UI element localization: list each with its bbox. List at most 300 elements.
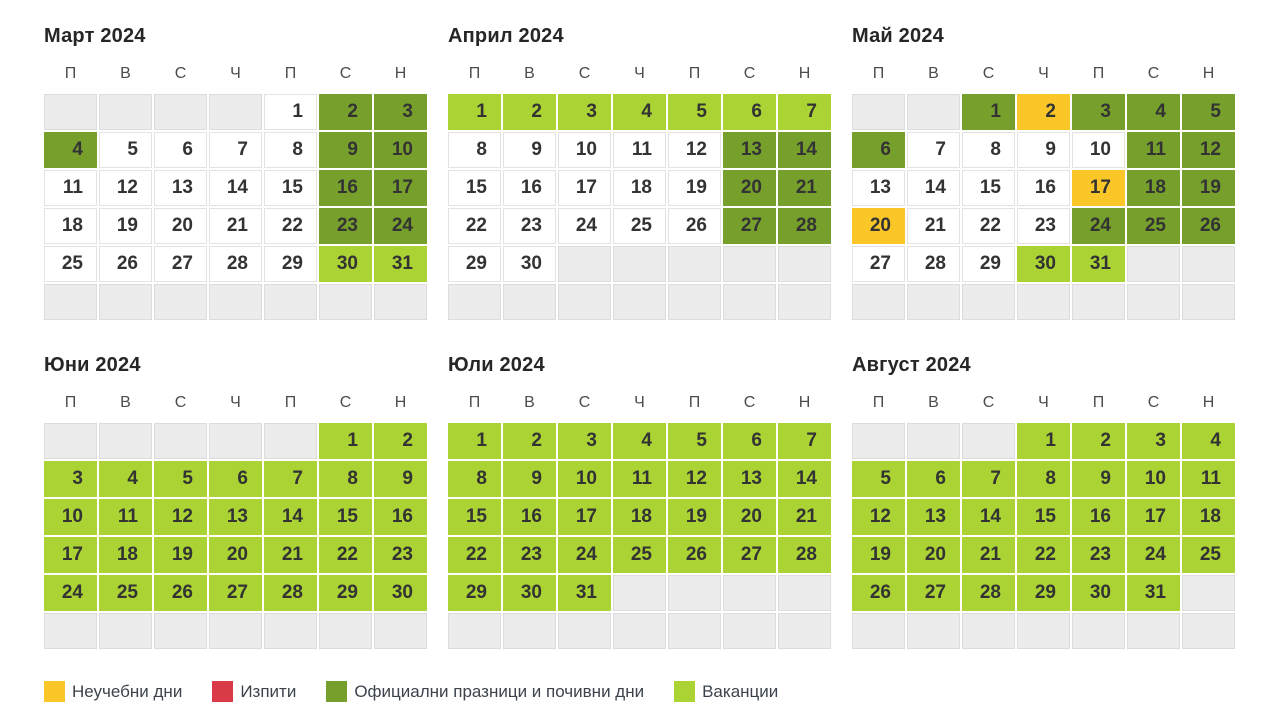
day-cell: 11 <box>613 461 666 497</box>
day-cell: 24 <box>44 575 97 611</box>
empty-cell <box>668 246 721 282</box>
weekday-label: П <box>64 394 77 411</box>
weekday-label: В <box>120 394 131 411</box>
day-cell: 29 <box>264 246 317 282</box>
legend-swatch-holiday <box>326 681 347 702</box>
empty-cell <box>1072 284 1125 320</box>
empty-cell <box>558 613 611 649</box>
empty-cell <box>723 284 776 320</box>
day-cell: 23 <box>374 537 427 573</box>
empty-cell <box>319 613 372 649</box>
empty-cell <box>1127 284 1180 320</box>
month-title: Юни 2024 <box>44 354 141 376</box>
day-cell: 19 <box>154 537 207 573</box>
month-day-grid <box>448 423 831 649</box>
day-cell: 2 <box>1072 423 1125 459</box>
day-cell: 8 <box>448 132 501 168</box>
legend <box>44 681 1236 702</box>
day-cell: 12 <box>852 499 905 535</box>
empty-cell <box>209 284 262 320</box>
empty-cell <box>99 423 152 459</box>
day-cell: 4 <box>1182 423 1235 459</box>
empty-cell <box>852 284 905 320</box>
weekday-label: С <box>1147 394 1160 411</box>
day-cell: 19 <box>99 208 152 244</box>
empty-cell <box>503 613 556 649</box>
day-cell: 9 <box>503 132 556 168</box>
day-cell: 4 <box>99 461 152 497</box>
day-cell: 3 <box>1127 423 1180 459</box>
day-cell: 10 <box>374 132 427 168</box>
empty-cell <box>264 284 317 320</box>
legend-swatch-nonschool <box>44 681 65 702</box>
day-cell: 18 <box>1127 170 1180 206</box>
day-cell: 9 <box>503 461 556 497</box>
day-cell: 30 <box>374 575 427 611</box>
day-cell: 14 <box>778 132 831 168</box>
day-cell: 10 <box>1127 461 1180 497</box>
weekday-label: С <box>174 394 187 411</box>
day-cell: 28 <box>778 537 831 573</box>
legend-item-nonschool <box>44 681 182 702</box>
weekday-label: В <box>928 394 939 411</box>
empty-cell <box>723 246 776 282</box>
day-cell: 25 <box>1182 537 1235 573</box>
month-day-grid <box>448 94 831 320</box>
day-cell: 24 <box>374 208 427 244</box>
day-cell: 27 <box>723 208 776 244</box>
weekday-label: П <box>872 394 885 411</box>
day-cell: 16 <box>319 170 372 206</box>
legend-label: Изпити <box>240 681 297 701</box>
day-cell: 2 <box>503 423 556 459</box>
weekday-label: П <box>284 65 297 82</box>
month-title: Април 2024 <box>448 25 564 47</box>
weekday-label: С <box>578 394 591 411</box>
day-cell: 26 <box>852 575 905 611</box>
day-cell: 20 <box>907 537 960 573</box>
day-cell: 14 <box>209 170 262 206</box>
empty-cell <box>723 575 776 611</box>
day-cell: 24 <box>1072 208 1125 244</box>
day-cell: 27 <box>723 537 776 573</box>
month-calendar <box>852 354 1235 649</box>
day-cell: 7 <box>778 94 831 130</box>
day-cell: 2 <box>319 94 372 130</box>
empty-cell <box>558 284 611 320</box>
day-cell: 11 <box>44 170 97 206</box>
day-cell: 2 <box>503 94 556 130</box>
day-cell: 15 <box>448 170 501 206</box>
day-cell: 19 <box>668 499 721 535</box>
empty-cell <box>448 613 501 649</box>
day-cell: 3 <box>44 461 97 497</box>
months-grid <box>44 25 1236 649</box>
day-cell: 11 <box>99 499 152 535</box>
day-cell: 15 <box>448 499 501 535</box>
empty-cell <box>613 284 666 320</box>
day-cell: 20 <box>852 208 905 244</box>
day-cell: 21 <box>264 537 317 573</box>
day-cell: 5 <box>1182 94 1235 130</box>
empty-cell <box>44 613 97 649</box>
day-cell: 23 <box>1072 537 1125 573</box>
day-cell: 9 <box>1072 461 1125 497</box>
weekday-label: П <box>1092 394 1105 411</box>
empty-cell <box>374 284 427 320</box>
weekday-label: С <box>982 65 995 82</box>
day-cell: 23 <box>503 208 556 244</box>
day-cell: 17 <box>374 170 427 206</box>
day-cell: 1 <box>264 94 317 130</box>
day-cell: 27 <box>907 575 960 611</box>
weekday-label: Н <box>798 65 811 82</box>
day-cell: 9 <box>1017 132 1070 168</box>
empty-cell <box>558 246 611 282</box>
day-cell: 30 <box>319 246 372 282</box>
day-cell: 23 <box>319 208 372 244</box>
day-cell: 10 <box>558 461 611 497</box>
day-cell: 5 <box>154 461 207 497</box>
weekday-label: П <box>1092 65 1105 82</box>
empty-cell <box>1182 246 1235 282</box>
empty-cell <box>778 613 831 649</box>
day-cell: 15 <box>319 499 372 535</box>
day-cell: 21 <box>778 170 831 206</box>
day-cell: 30 <box>503 246 556 282</box>
weekday-label: С <box>743 394 756 411</box>
day-cell: 20 <box>209 537 262 573</box>
weekday-label: В <box>524 394 535 411</box>
month-calendar <box>44 354 427 649</box>
empty-cell <box>319 284 372 320</box>
day-cell: 1 <box>448 423 501 459</box>
day-cell: 28 <box>264 575 317 611</box>
weekday-label: Ч <box>634 394 645 411</box>
legend-item-vacation <box>674 681 778 702</box>
weekday-label: Н <box>798 394 811 411</box>
empty-cell <box>154 284 207 320</box>
day-cell: 24 <box>1127 537 1180 573</box>
day-cell: 5 <box>668 94 721 130</box>
day-cell: 16 <box>1017 170 1070 206</box>
weekday-label: Н <box>1202 394 1215 411</box>
day-cell: 18 <box>613 170 666 206</box>
day-cell: 10 <box>558 132 611 168</box>
day-cell: 13 <box>209 499 262 535</box>
day-cell: 19 <box>668 170 721 206</box>
day-cell: 22 <box>448 208 501 244</box>
empty-cell <box>1127 613 1180 649</box>
day-cell: 21 <box>907 208 960 244</box>
day-cell: 13 <box>852 170 905 206</box>
weekday-label: С <box>982 394 995 411</box>
day-cell: 6 <box>723 94 776 130</box>
day-cell: 22 <box>1017 537 1070 573</box>
day-cell: 16 <box>1072 499 1125 535</box>
empty-cell <box>264 423 317 459</box>
day-cell: 22 <box>448 537 501 573</box>
day-cell: 28 <box>962 575 1015 611</box>
empty-cell <box>613 246 666 282</box>
day-cell: 16 <box>503 170 556 206</box>
day-cell: 27 <box>209 575 262 611</box>
day-cell: 17 <box>558 499 611 535</box>
legend-swatch-vacation <box>674 681 695 702</box>
day-cell: 31 <box>374 246 427 282</box>
day-cell: 22 <box>264 208 317 244</box>
day-cell: 28 <box>907 246 960 282</box>
day-cell: 2 <box>1017 94 1070 130</box>
empty-cell <box>1182 284 1235 320</box>
day-cell: 5 <box>99 132 152 168</box>
weekday-label: В <box>928 65 939 82</box>
day-cell: 9 <box>319 132 372 168</box>
empty-cell <box>962 613 1015 649</box>
empty-cell <box>44 423 97 459</box>
day-cell: 8 <box>319 461 372 497</box>
day-cell: 26 <box>99 246 152 282</box>
day-cell: 26 <box>1182 208 1235 244</box>
day-cell: 17 <box>1072 170 1125 206</box>
day-cell: 31 <box>1127 575 1180 611</box>
weekday-label: П <box>468 65 481 82</box>
day-cell: 19 <box>852 537 905 573</box>
weekday-header-row <box>44 394 427 412</box>
day-cell: 29 <box>1017 575 1070 611</box>
day-cell: 2 <box>374 423 427 459</box>
weekday-label: В <box>120 65 131 82</box>
day-cell: 21 <box>209 208 262 244</box>
day-cell: 14 <box>778 461 831 497</box>
day-cell: 11 <box>613 132 666 168</box>
month-day-grid <box>852 423 1235 649</box>
day-cell: 6 <box>852 132 905 168</box>
day-cell: 25 <box>44 246 97 282</box>
day-cell: 3 <box>558 423 611 459</box>
day-cell: 3 <box>558 94 611 130</box>
legend-label: Ваканции <box>702 681 779 701</box>
empty-cell <box>154 423 207 459</box>
month-title: Юли 2024 <box>448 354 545 376</box>
day-cell: 13 <box>723 461 776 497</box>
day-cell: 11 <box>1127 132 1180 168</box>
day-cell: 4 <box>613 94 666 130</box>
month-calendar <box>448 25 831 320</box>
day-cell: 15 <box>962 170 1015 206</box>
empty-cell <box>907 613 960 649</box>
legend-item-exam <box>212 681 296 702</box>
day-cell: 6 <box>723 423 776 459</box>
month-day-grid <box>852 94 1235 320</box>
day-cell: 1 <box>319 423 372 459</box>
day-cell: 26 <box>668 537 721 573</box>
weekday-label: Ч <box>1038 394 1049 411</box>
day-cell: 25 <box>613 208 666 244</box>
day-cell: 14 <box>264 499 317 535</box>
weekday-label: С <box>339 65 352 82</box>
weekday-label: С <box>578 65 591 82</box>
day-cell: 12 <box>154 499 207 535</box>
day-cell: 7 <box>778 423 831 459</box>
empty-cell <box>668 613 721 649</box>
day-cell: 13 <box>723 132 776 168</box>
day-cell: 26 <box>154 575 207 611</box>
day-cell: 16 <box>503 499 556 535</box>
day-cell: 20 <box>723 170 776 206</box>
day-cell: 17 <box>1127 499 1180 535</box>
empty-cell <box>962 423 1015 459</box>
day-cell: 8 <box>1017 461 1070 497</box>
day-cell: 5 <box>852 461 905 497</box>
weekday-label: Ч <box>1038 65 1049 82</box>
weekday-header-row <box>448 394 831 412</box>
day-cell: 10 <box>1072 132 1125 168</box>
day-cell: 25 <box>613 537 666 573</box>
day-cell: 18 <box>99 537 152 573</box>
weekday-label: Н <box>394 394 407 411</box>
empty-cell <box>1017 613 1070 649</box>
empty-cell <box>1182 613 1235 649</box>
empty-cell <box>778 575 831 611</box>
day-cell: 3 <box>374 94 427 130</box>
empty-cell <box>44 284 97 320</box>
day-cell: 27 <box>852 246 905 282</box>
day-cell: 31 <box>1072 246 1125 282</box>
weekday-header-row <box>852 394 1235 412</box>
weekday-label: С <box>174 65 187 82</box>
weekday-label: П <box>872 65 885 82</box>
day-cell: 24 <box>558 208 611 244</box>
legend-swatch-exam <box>212 681 233 702</box>
empty-cell <box>907 284 960 320</box>
weekday-label: П <box>64 65 77 82</box>
day-cell: 4 <box>613 423 666 459</box>
day-cell: 28 <box>209 246 262 282</box>
day-cell: 15 <box>264 170 317 206</box>
empty-cell <box>154 613 207 649</box>
day-cell: 12 <box>668 132 721 168</box>
day-cell: 22 <box>319 537 372 573</box>
day-cell: 25 <box>1127 208 1180 244</box>
day-cell: 6 <box>907 461 960 497</box>
empty-cell <box>374 613 427 649</box>
day-cell: 1 <box>962 94 1015 130</box>
month-calendar <box>852 25 1235 320</box>
empty-cell <box>668 575 721 611</box>
day-cell: 29 <box>448 575 501 611</box>
day-cell: 19 <box>1182 170 1235 206</box>
day-cell: 7 <box>264 461 317 497</box>
day-cell: 13 <box>154 170 207 206</box>
empty-cell <box>1127 246 1180 282</box>
day-cell: 6 <box>209 461 262 497</box>
empty-cell <box>448 284 501 320</box>
day-cell: 9 <box>374 461 427 497</box>
month-day-grid <box>44 423 427 649</box>
day-cell: 16 <box>374 499 427 535</box>
day-cell: 25 <box>99 575 152 611</box>
day-cell: 28 <box>778 208 831 244</box>
empty-cell <box>668 284 721 320</box>
weekday-label: Ч <box>230 394 241 411</box>
empty-cell <box>99 94 152 130</box>
day-cell: 15 <box>1017 499 1070 535</box>
day-cell: 7 <box>907 132 960 168</box>
day-cell: 17 <box>44 537 97 573</box>
empty-cell <box>613 575 666 611</box>
empty-cell <box>852 613 905 649</box>
weekday-header-row <box>44 65 427 83</box>
empty-cell <box>778 246 831 282</box>
day-cell: 3 <box>1072 94 1125 130</box>
day-cell: 30 <box>1072 575 1125 611</box>
day-cell: 7 <box>209 132 262 168</box>
month-day-grid <box>44 94 427 320</box>
month-calendar <box>448 354 831 649</box>
day-cell: 1 <box>1017 423 1070 459</box>
month-title: Май 2024 <box>852 25 944 47</box>
day-cell: 17 <box>558 170 611 206</box>
empty-cell <box>1017 284 1070 320</box>
legend-label: Официални празници и почивни дни <box>354 681 645 701</box>
day-cell: 11 <box>1182 461 1235 497</box>
empty-cell <box>613 613 666 649</box>
weekday-label: Н <box>394 65 407 82</box>
month-calendar <box>44 25 427 320</box>
day-cell: 18 <box>44 208 97 244</box>
empty-cell <box>44 94 97 130</box>
legend-item-holiday <box>326 681 644 702</box>
day-cell: 13 <box>907 499 960 535</box>
weekday-label: С <box>743 65 756 82</box>
empty-cell <box>723 613 776 649</box>
empty-cell <box>1072 613 1125 649</box>
month-title: Август 2024 <box>852 354 971 376</box>
day-cell: 8 <box>264 132 317 168</box>
empty-cell <box>907 423 960 459</box>
weekday-label: Ч <box>634 65 645 82</box>
day-cell: 30 <box>503 575 556 611</box>
empty-cell <box>503 284 556 320</box>
weekday-label: П <box>284 394 297 411</box>
day-cell: 4 <box>1127 94 1180 130</box>
empty-cell <box>264 613 317 649</box>
empty-cell <box>852 423 905 459</box>
empty-cell <box>907 94 960 130</box>
empty-cell <box>209 94 262 130</box>
day-cell: 20 <box>154 208 207 244</box>
empty-cell <box>852 94 905 130</box>
empty-cell <box>962 284 1015 320</box>
day-cell: 29 <box>448 246 501 282</box>
day-cell: 12 <box>99 170 152 206</box>
weekday-header-row <box>448 65 831 83</box>
empty-cell <box>99 613 152 649</box>
day-cell: 14 <box>907 170 960 206</box>
day-cell: 10 <box>44 499 97 535</box>
day-cell: 29 <box>319 575 372 611</box>
weekday-label: П <box>688 394 701 411</box>
day-cell: 4 <box>44 132 97 168</box>
weekday-label: Н <box>1202 65 1215 82</box>
day-cell: 21 <box>778 499 831 535</box>
weekday-header-row <box>852 65 1235 83</box>
day-cell: 8 <box>448 461 501 497</box>
weekday-label: С <box>339 394 352 411</box>
day-cell: 1 <box>448 94 501 130</box>
day-cell: 12 <box>668 461 721 497</box>
